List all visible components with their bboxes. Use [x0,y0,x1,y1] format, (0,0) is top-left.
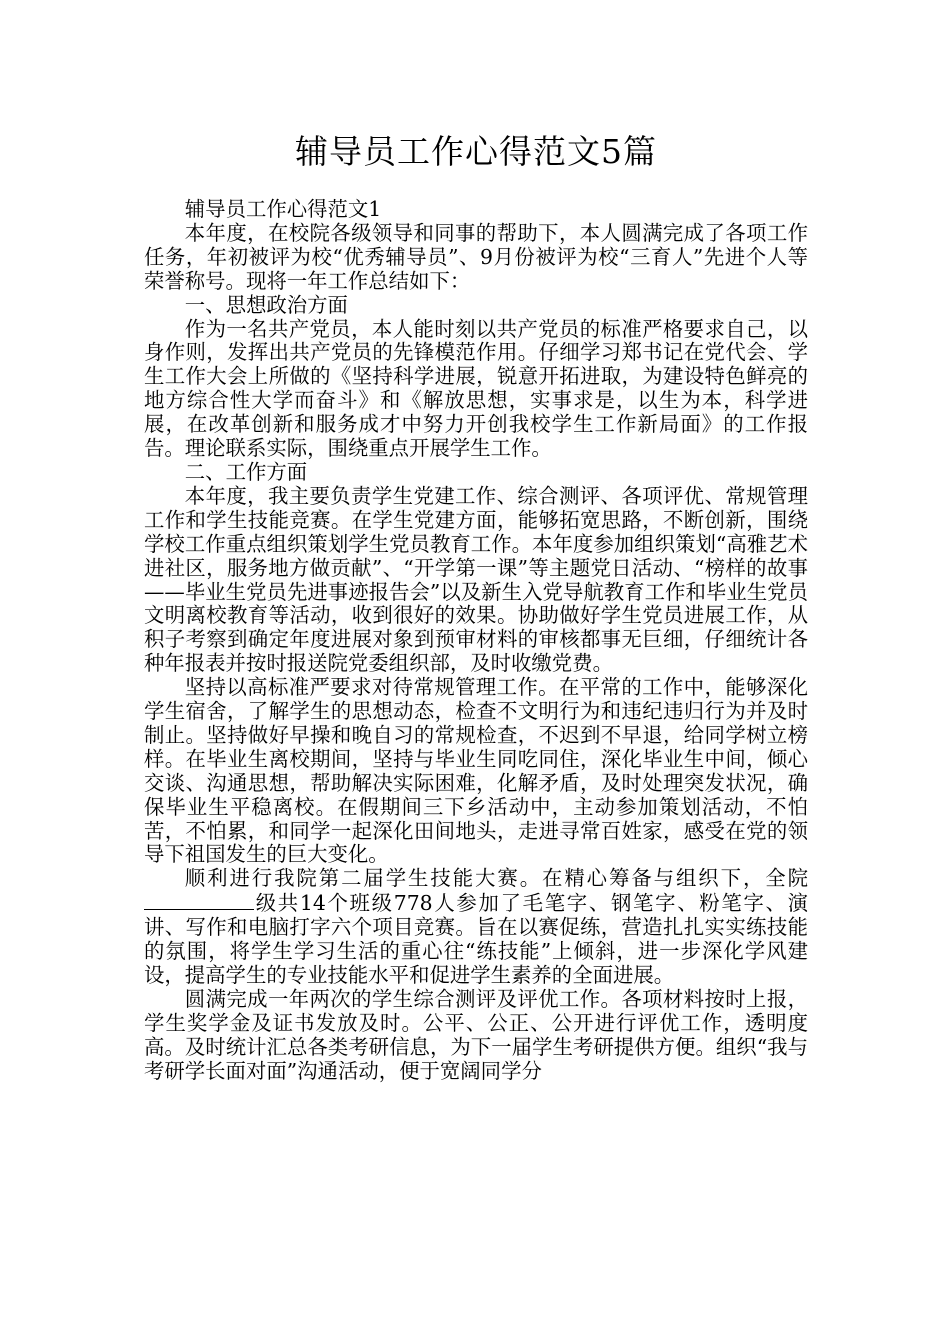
document-title: 辅导员工作心得范文5篇 [295,132,657,171]
routine-management-paragraph: 坚持以高标准严要求对待常规管理工作。在平常的工作中，能够深化学生宿舍，了解学生的思想动态，检查不文明行为和违纪违归行为并及时制止。坚持做好早操和晚自习的常规检查，不迟到不早退，给同学树立榜样。在毕业生离校期间，坚持与毕业生同吃同住，深化毕业生中间，倾心交谈、沟通思想，帮助解决实际困难，化解矛盾，及时处理突发状况，确保毕业生平稳离校。在假期间三下乡活动中，主动参加策划活动，不怕苦，不怕累，和同学一起深化田间地头，走进寻常百姓家，感受在党的领导下祖国发生的巨大变化。 [144,675,808,867]
document-page [144,128,808,1084]
intro-paragraph: 本年度，在校院各级领导和同事的帮助下，本人圆满完成了各项工作任务，年初被评为校“优秀辅导员”、9月份被评为校“三育人”先进个人等荣誉称号。现将一年工作总结如下： [144,220,808,293]
ideology-paragraph: 作为一名共产党员，本人能时刻以共产党员的标准严格要求自己，以身作则，发挥出共产党员的先锋模范作用。仔细学习郑书记在党代会、学生工作大会上所做的《坚持科学进展，锐意开拓进取，为建设特色鲜亮的地方综合性大学而奋斗》和《解放思想，实事求是，以生为本，科学进展，在改革创新和服务成才中努力开创我校学生工作新局面》的工作报告。理论联系实际，围绕重点开展学生工作。 [144,316,808,461]
document-body [144,198,808,1084]
evaluation-paragraph: 圆满完成一年两次的学生综合测评及评优工作。各项材料按时上报，学生奖学金及证书发放及时。公平、公正、公开进行评优工作，透明度高。及时统计汇总各类考研信息，为下一届学生考研提供方便。组织“我与考研学长面对面”沟通活动，便于宽阔同学分 [144,986,808,1083]
skills-contest-paragraph [144,867,808,988]
party-building-paragraph: 本年度，我主要负责学生党建工作、综合测评、各项评优、常规管理工作和学生技能竞赛。在学生党建方面，能够拓宽思路，不断创新，围绕学校工作重点组织策划学生党员教育工作。本年度参加组织策划“高雅艺术进社区，服务地方做贡献”、“开学第一课”等主题党日活动、“榜样的故事——毕业生党员先进事迹报告会”以及新生入党导航教育工作和毕业生党员文明离校教育等活动，收到很好的效果。协助做好学生党员进展工作，从积子考察到确定年度进展对象到预审材料的审核都事无巨细，仔细统计各种年报表并按时报送院党委组织部，及时收缴党费。 [144,483,808,676]
section-heading-1: 辅导员工作心得范文1 [184,197,382,221]
heading-ideology: 一、思想政治方面 [184,292,348,317]
contest-text-after: 级共14个班级778人参加了毛笔字、钢笔字、粉笔字、演讲、写作和电脑打字六个项目竞赛。旨在以赛促练，营造扎扎实实练技能的氛围，将学生学习生活的重心往“练技能”上倾斜，进一步深化学风建设，提高学生的专业技能水平和促进学生素养的全面进展。 [144,891,808,987]
contest-text-before: 顺利进行我院第二届学生技能大赛。在精心筹备与组织下，全院 [184,866,808,891]
fill-in-blank [144,891,254,910]
heading-work: 二、工作方面 [184,459,308,484]
